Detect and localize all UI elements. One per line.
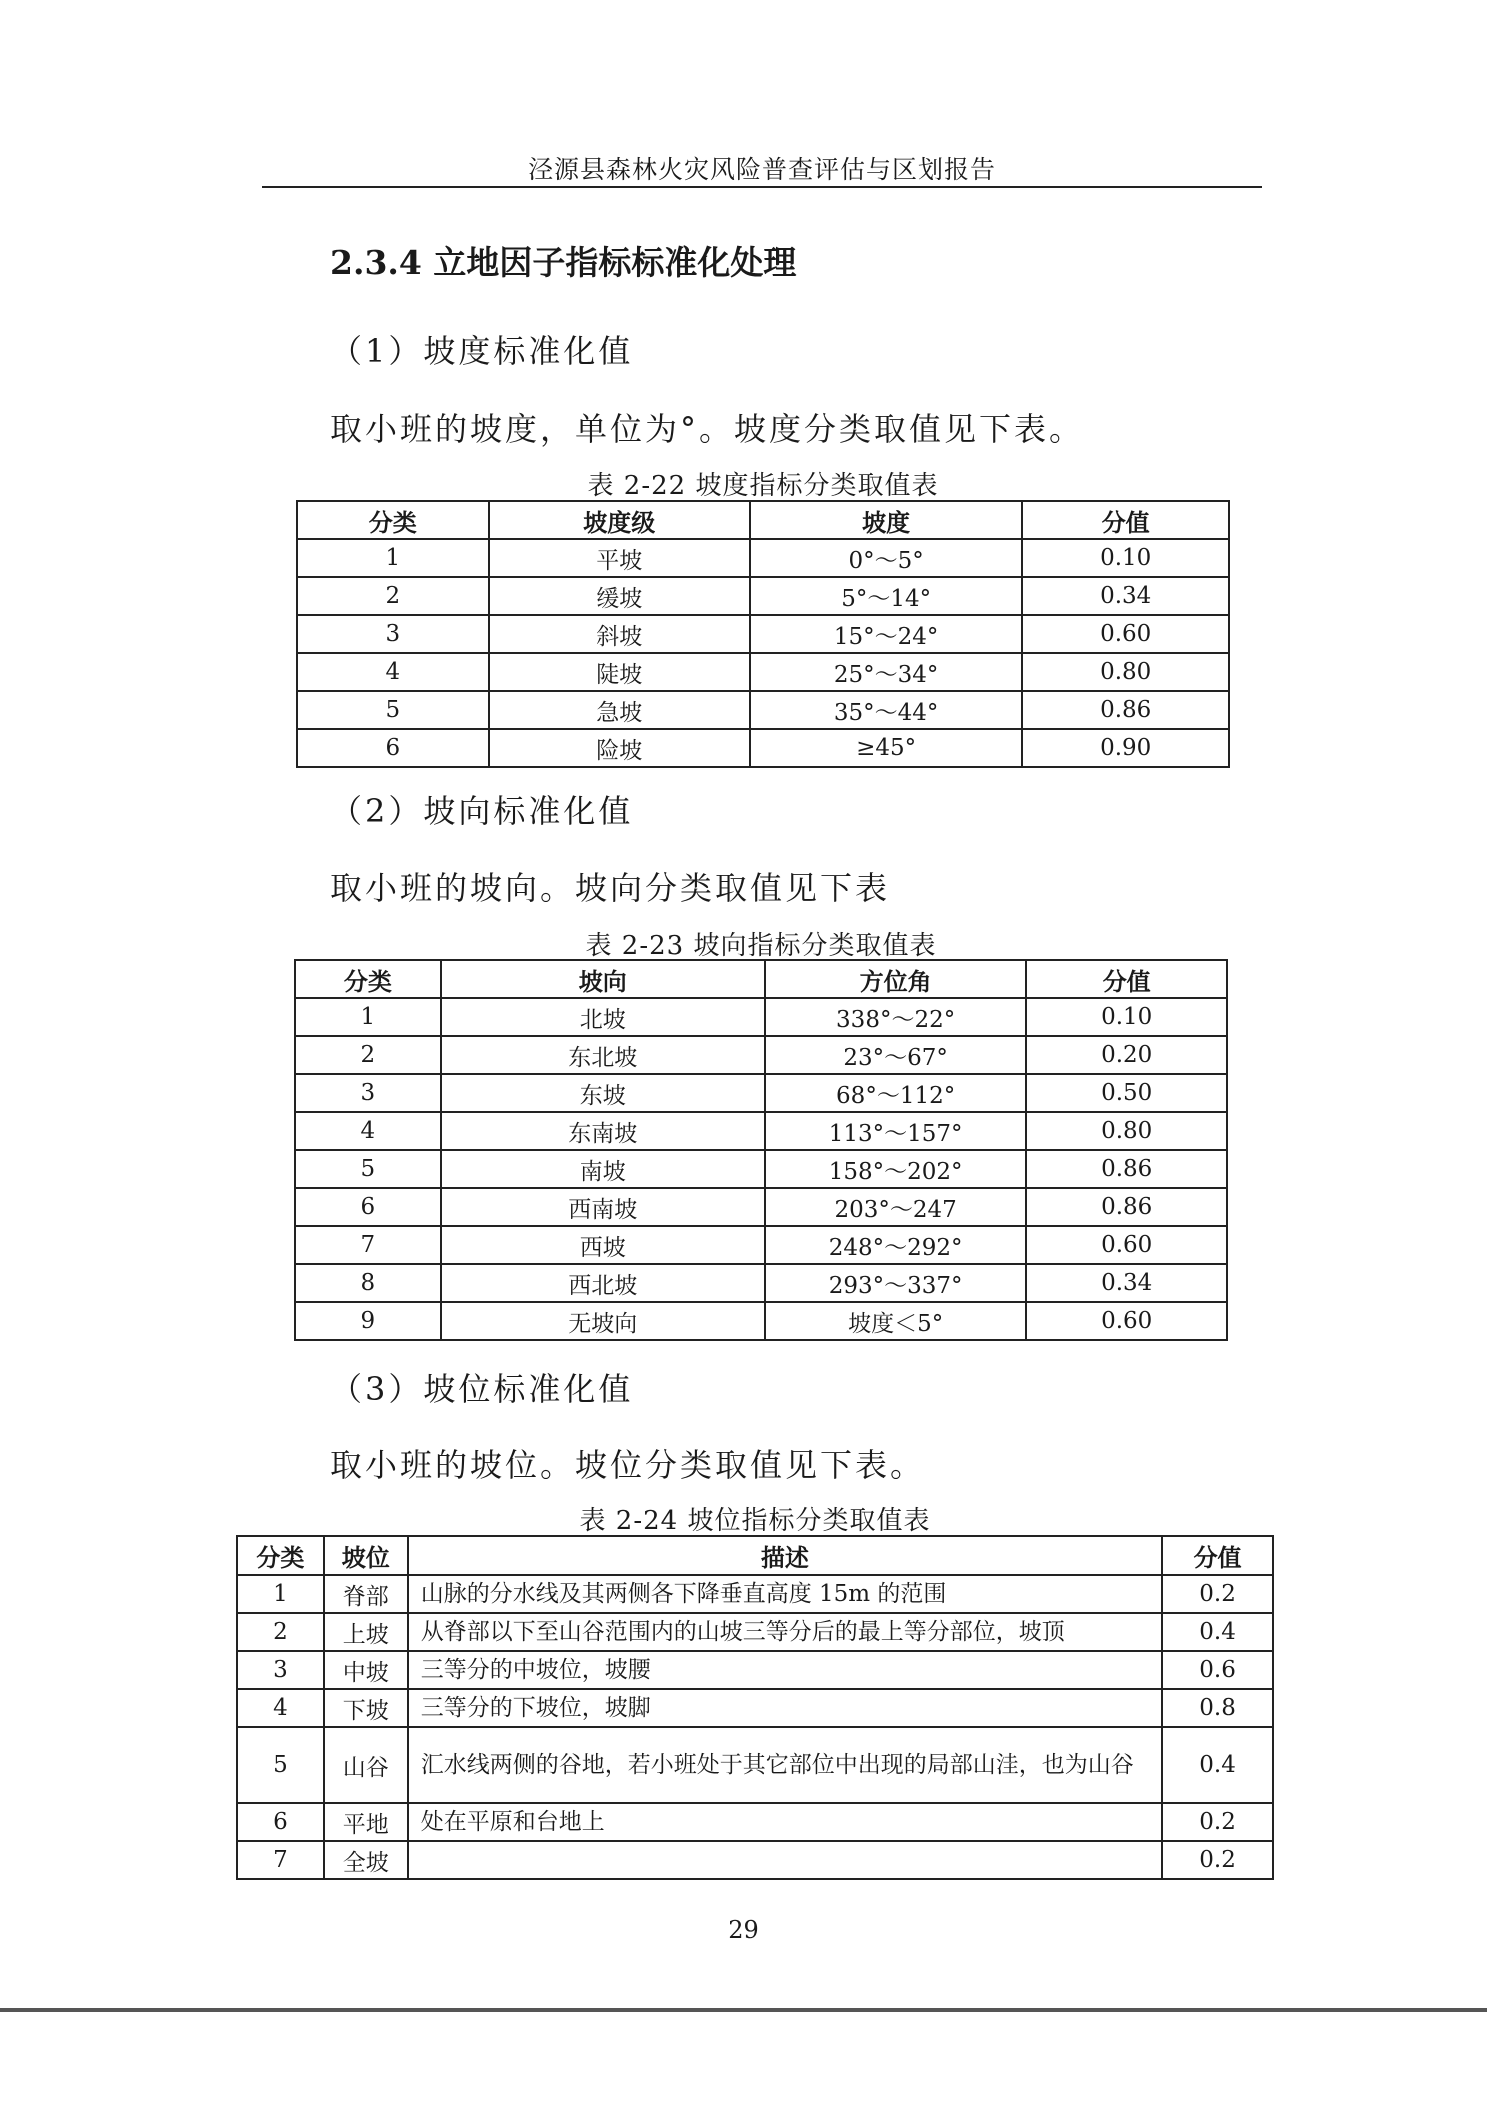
position-table-cell: 山谷 [324,1727,408,1803]
aspect-table-cell: 0.86 [1026,1150,1227,1188]
table-row [295,1302,1227,1340]
position-table-cell: 从脊部以下至山谷范围内的山坡三等分后的最上等分部位，坡顶 [408,1613,1162,1651]
aspect-table-cell: 68°～112° [765,1074,1026,1112]
aspect-table-cell: 0.60 [1026,1226,1227,1264]
position-table-cell: 汇水线两侧的谷地，若小班处于其它部位中出现的局部山洼，也为山谷 [408,1727,1162,1803]
position-table-cell: 3 [237,1651,324,1689]
table-row [297,577,1229,615]
aspect-paragraph: 取小班的坡向。坡向分类取值见下表 [330,869,891,907]
table-row [295,1074,1227,1112]
aspect-table-cell: 293°～337° [765,1264,1026,1302]
position-table-cell: 0.4 [1162,1613,1273,1651]
position-table-cell: 中坡 [324,1651,408,1689]
aspect-table-cell: 东南坡 [441,1112,765,1150]
aspect-table-cell: 5 [295,1150,441,1188]
aspect-table-cell: 1 [295,998,441,1036]
position-column-header: 分值 [1162,1536,1273,1575]
aspect-table-cell: 0.34 [1026,1264,1227,1302]
table-row [295,1150,1227,1188]
position-table-cell: 三等分的中坡位，坡腰 [408,1651,1162,1689]
aspect-table-cell: 158°～202° [765,1150,1026,1188]
position-table-cell: 0.4 [1162,1727,1273,1803]
header-rule [262,186,1262,188]
slope-table-cell: ≥45° [750,729,1022,767]
aspect-table-cell: 0.10 [1026,998,1227,1036]
page-number: 29 [728,1916,759,1944]
slope-table [296,500,1230,768]
running-header: 泾源县森林火灾风险普查评估与区划报告 [527,155,996,184]
aspect-table-cell: 2 [295,1036,441,1074]
aspect-table-cell: 西坡 [441,1226,765,1264]
table-row [295,998,1227,1036]
position-table-cell: 0.8 [1162,1689,1273,1727]
aspect-table-cell: 0.50 [1026,1074,1227,1112]
table-row [295,1188,1227,1226]
table-row [295,1264,1227,1302]
slope-table-cell: 0.34 [1022,577,1229,615]
aspect-table-cell: 0.20 [1026,1036,1227,1074]
position-table-header-row [237,1536,1273,1575]
aspect-column-header: 分值 [1026,960,1227,998]
slope-table-cell: 3 [297,615,489,653]
aspect-table-cell: 0.60 [1026,1302,1227,1340]
slope-table-cell: 0.10 [1022,539,1229,577]
position-table-cell: 下坡 [324,1689,408,1727]
slope-table-cell: 平坡 [489,539,750,577]
aspect-table-cell: 203°～247 [765,1188,1026,1226]
slope-table-cell: 6 [297,729,489,767]
position-table-cell: 4 [237,1689,324,1727]
position-table-cell [408,1841,1162,1879]
position-table-cell: 处在平原和台地上 [408,1803,1162,1841]
table-row [295,1112,1227,1150]
slope-column-header: 分类 [297,501,489,539]
position-paragraph: 取小班的坡位。坡位分类取值见下表。 [330,1446,926,1484]
table-row [237,1803,1273,1841]
position-table-cell: 平地 [324,1803,408,1841]
position-table-cell: 全坡 [324,1841,408,1879]
position-table-cell: 三等分的下坡位，坡脚 [408,1689,1162,1727]
table-row [295,1226,1227,1264]
aspect-table-cell: 西南坡 [441,1188,765,1226]
slope-table-cell: 25°～34° [750,653,1022,691]
aspect-table-caption: 表 2-23 坡向指标分类取值表 [585,931,937,961]
slope-table-cell: 2 [297,577,489,615]
table-row [295,1036,1227,1074]
slope-column-header: 分值 [1022,501,1229,539]
position-table-cell: 7 [237,1841,324,1879]
section-title: 2.3.4 立地因子指标标准化处理 [330,243,797,282]
slope-table-cell: 0.90 [1022,729,1229,767]
aspect-table-cell: 6 [295,1188,441,1226]
aspect-column-header: 坡向 [441,960,765,998]
slope-table-cell: 0°～5° [750,539,1022,577]
aspect-table-cell: 坡度＜5° [765,1302,1026,1340]
position-table-cell: 脊部 [324,1575,408,1613]
aspect-table-cell: 7 [295,1226,441,1264]
position-table [236,1535,1274,1880]
aspect-column-header: 方位角 [765,960,1026,998]
aspect-table-cell: 9 [295,1302,441,1340]
aspect-column-header: 分类 [295,960,441,998]
slope-table-cell: 5°～14° [750,577,1022,615]
position-column-header: 描述 [408,1536,1162,1575]
position-table-cell: 0.6 [1162,1651,1273,1689]
slope-table-cell: 0.80 [1022,653,1229,691]
aspect-table-cell: 23°～67° [765,1036,1026,1074]
table-row [297,653,1229,691]
position-table-cell: 上坡 [324,1613,408,1651]
footer-rule [0,2008,1487,2012]
position-table-cell: 0.2 [1162,1841,1273,1879]
position-table-cell: 2 [237,1613,324,1651]
aspect-table-cell: 东坡 [441,1074,765,1112]
aspect-table-cell: 南坡 [441,1150,765,1188]
slope-table-header-row [297,501,1229,539]
slope-table-cell: 35°～44° [750,691,1022,729]
aspect-table-cell: 0.80 [1026,1112,1227,1150]
slope-column-header: 坡度级 [489,501,750,539]
aspect-table [294,959,1228,1341]
aspect-table-cell: 西北坡 [441,1264,765,1302]
table-row [237,1727,1273,1803]
aspect-table-cell: 北坡 [441,998,765,1036]
slope-table-cell: 4 [297,653,489,691]
slope-paragraph: 取小班的坡度，单位为°。坡度分类取值见下表。 [330,410,1085,448]
aspect-table-cell: 3 [295,1074,441,1112]
table-row [237,1651,1273,1689]
position-column-header: 分类 [237,1536,324,1575]
table-row [237,1841,1273,1879]
slope-table-cell: 0.86 [1022,691,1229,729]
aspect-table-cell: 0.86 [1026,1188,1227,1226]
table-row [297,691,1229,729]
slope-heading: （1）坡度标准化值 [330,332,634,370]
table-row [237,1689,1273,1727]
position-table-caption: 表 2-24 坡位指标分类取值表 [579,1506,931,1536]
slope-table-caption: 表 2-22 坡度指标分类取值表 [587,471,939,501]
slope-table-cell: 0.60 [1022,615,1229,653]
table-row [237,1613,1273,1651]
aspect-table-cell: 无坡向 [441,1302,765,1340]
slope-table-cell: 缓坡 [489,577,750,615]
position-table-cell: 0.2 [1162,1803,1273,1841]
aspect-heading: （2）坡向标准化值 [330,792,634,830]
aspect-table-header-row [295,960,1227,998]
position-table-cell: 山脉的分水线及其两侧各下降垂直高度 15m 的范围 [408,1575,1162,1613]
position-table-cell: 5 [237,1727,324,1803]
table-row [297,615,1229,653]
position-heading: （3）坡位标准化值 [330,1370,634,1408]
aspect-table-cell: 338°～22° [765,998,1026,1036]
slope-table-cell: 斜坡 [489,615,750,653]
slope-table-cell: 5 [297,691,489,729]
aspect-table-cell: 248°～292° [765,1226,1026,1264]
aspect-table-cell: 113°～157° [765,1112,1026,1150]
position-table-cell: 1 [237,1575,324,1613]
aspect-table-cell: 4 [295,1112,441,1150]
slope-column-header: 坡度 [750,501,1022,539]
table-row [297,729,1229,767]
aspect-table-cell: 8 [295,1264,441,1302]
table-row [237,1575,1273,1613]
position-column-header: 坡位 [324,1536,408,1575]
slope-table-cell: 1 [297,539,489,577]
position-table-cell: 6 [237,1803,324,1841]
slope-table-cell: 15°～24° [750,615,1022,653]
slope-table-cell: 险坡 [489,729,750,767]
slope-table-cell: 陡坡 [489,653,750,691]
table-row [297,539,1229,577]
slope-table-cell: 急坡 [489,691,750,729]
position-table-cell: 0.2 [1162,1575,1273,1613]
aspect-table-cell: 东北坡 [441,1036,765,1074]
